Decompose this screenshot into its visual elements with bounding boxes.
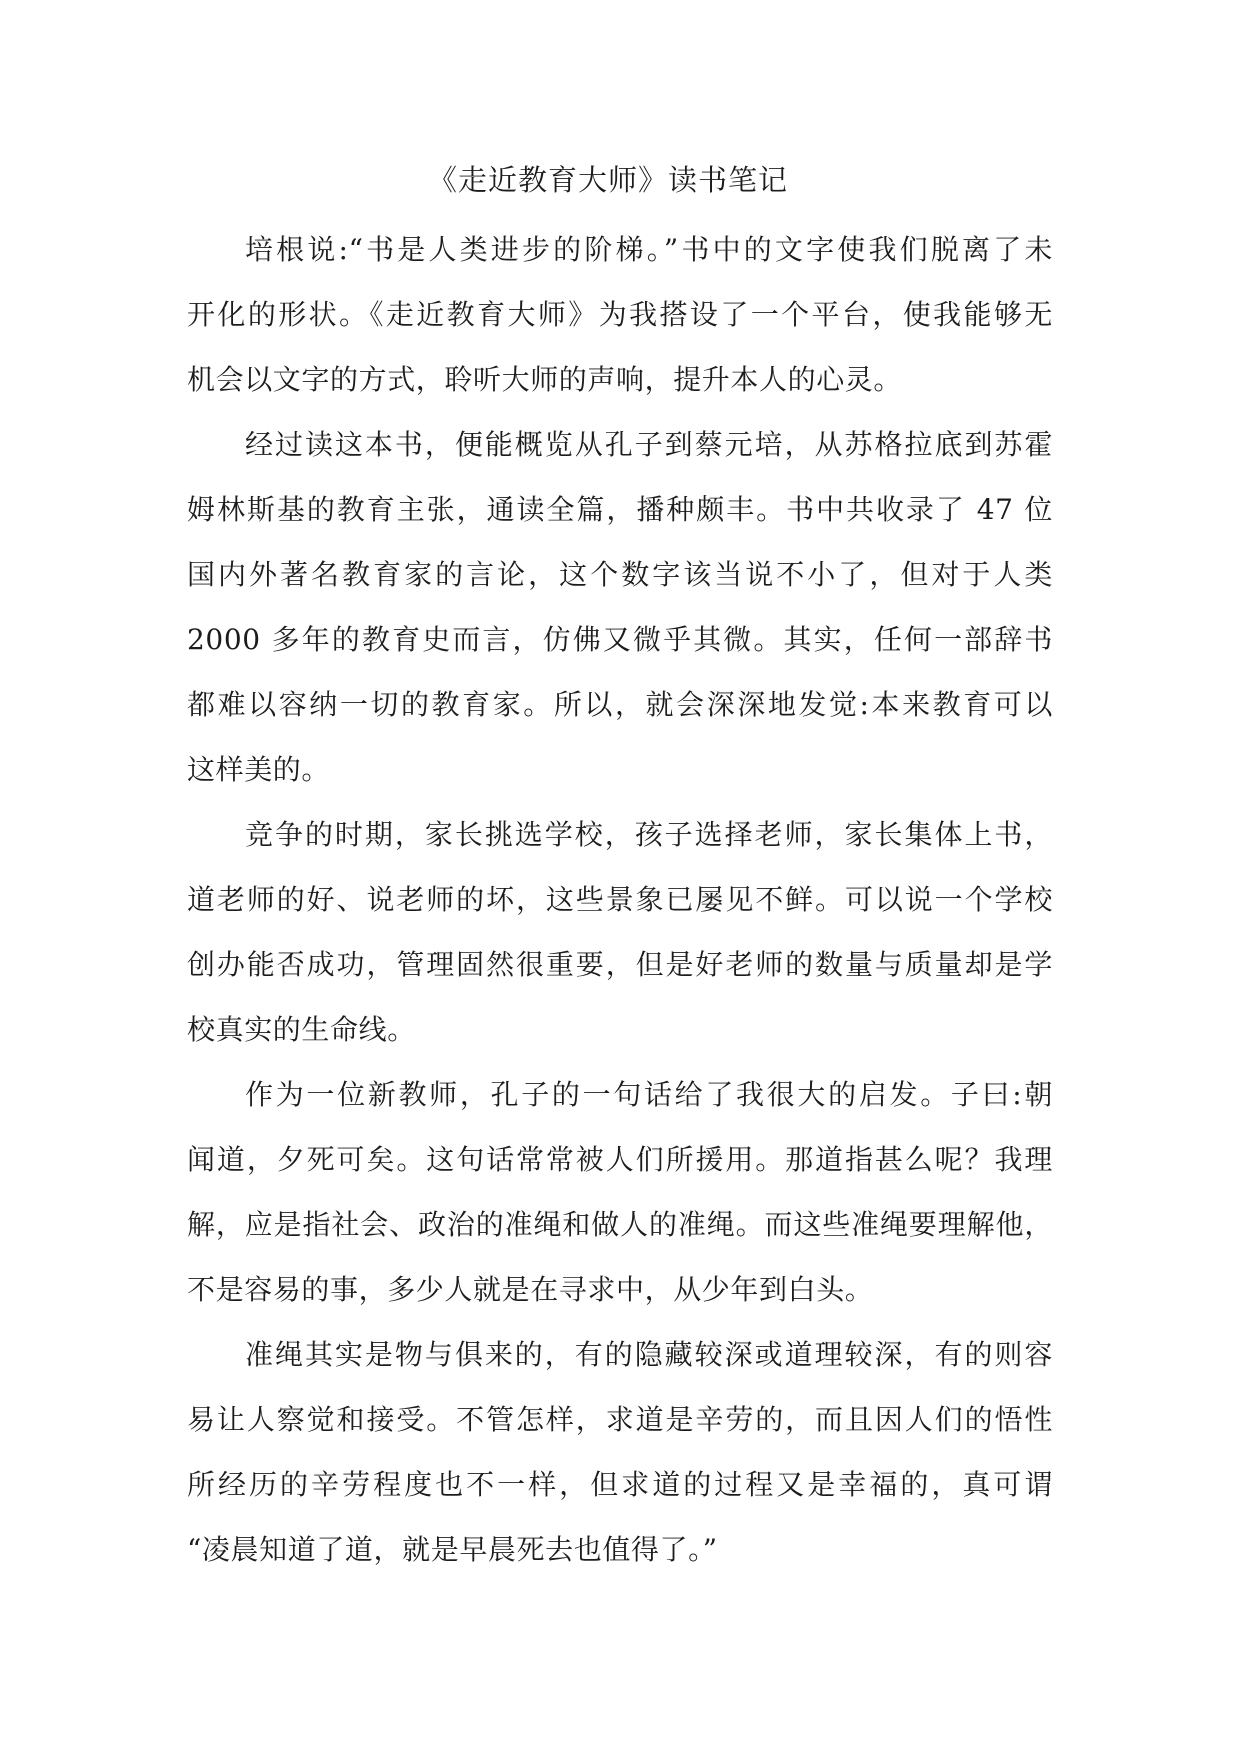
paragraph-line: “凌晨知道了道，就是早晨死去也值得了。”	[187, 1533, 718, 1566]
paragraph-line: 易让人察觉和接受。不管怎样，求道是辛劳的，而且因人们的悟性	[187, 1403, 1053, 1436]
paragraph-line: 不是容易的事，多少人就是在寻求中，从少年到白头。	[187, 1273, 874, 1306]
paragraph-line: 2000 多年的教育史而言，仿佛又微乎其微。其实，任何一部辞书	[187, 623, 1053, 656]
paragraph	[187, 1062, 1053, 1322]
paragraph-line: 校真实的生命线。	[187, 1013, 416, 1046]
paragraph-line: 这样美的。	[187, 753, 331, 786]
paragraph-line: 开化的形状。《走近教育大师》为我搭设了一个平台，使我能够无	[187, 298, 1053, 331]
paragraph	[187, 217, 1053, 412]
paragraph-line: 国内外著名教育家的言论，这个数字该当说不小了，但对于人类	[187, 558, 1053, 591]
paragraph-line: 创办能否成功，管理固然很重要，但是好老师的数量与质量却是学	[187, 948, 1053, 981]
paragraph-line: 姆林斯基的教育主张，通读全篇，播种颇丰。书中共收录了 47 位	[187, 493, 1053, 526]
paragraph-line: 所经历的辛劳程度也不一样，但求道的过程又是幸福的，真可谓	[187, 1468, 1053, 1501]
paragraph-line: 经过读这本书，便能概览从孔子到蔡元培，从苏格拉底到苏霍	[245, 428, 1053, 461]
paragraph-line: 机会以文字的方式，聆听大师的声响，提升本人的心灵。	[187, 363, 903, 396]
paragraph-line: 解，应是指社会、政治的准绳和做人的准绳。而这些准绳要理解他，	[187, 1208, 1053, 1241]
document-title: 《走近教育大师》读书笔记	[427, 163, 788, 197]
paragraph-line: 培根说:“书是人类进步的阶梯。”书中的文字使我们脱离了未	[245, 233, 1053, 266]
paragraph-line: 闻道，夕死可矣。这句话常常被人们所援用。那道指甚么呢？我理	[187, 1143, 1053, 1176]
paragraph-line: 都难以容纳一切的教育家。所以，就会深深地发觉:本来教育可以	[187, 688, 1053, 721]
document-body	[187, 217, 1053, 1582]
paragraph-line: 准绳其实是物与俱来的，有的隐藏较深或道理较深，有的则容	[245, 1338, 1053, 1371]
paragraph	[187, 802, 1053, 1062]
paragraph	[187, 1322, 1053, 1582]
paragraph-line: 竞争的时期，家长挑选学校，孩子选择老师，家长集体上书，	[245, 818, 1053, 851]
paragraph-line: 作为一位新教师，孔子的一句话给了我很大的启发。子曰:朝	[245, 1078, 1053, 1111]
paragraph	[187, 412, 1053, 802]
paragraph-line: 道老师的好、说老师的坏，这些景象已屡见不鲜。可以说一个学校	[187, 883, 1053, 916]
